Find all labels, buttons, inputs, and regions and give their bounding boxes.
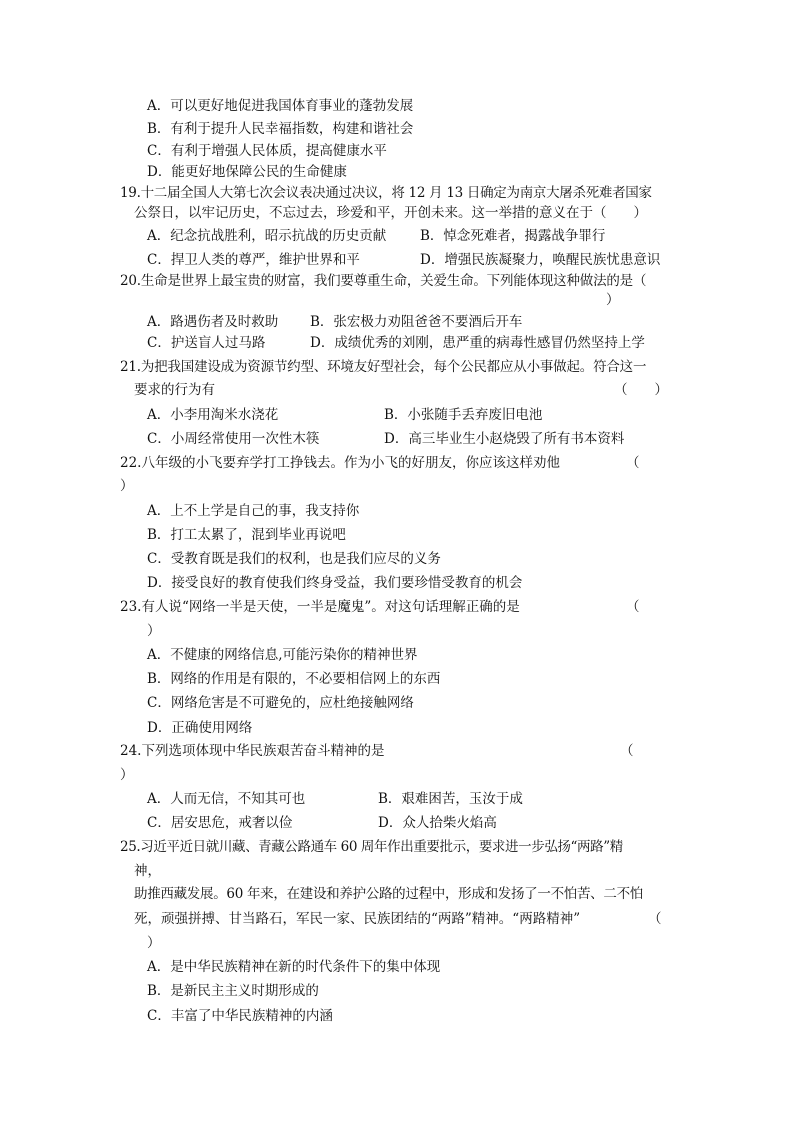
- q25-option-c: C．丰富了中华民族精神的内涵: [147, 1008, 333, 1024]
- q24-option-a: A．人而无信，不知其可也: [147, 791, 306, 807]
- q25-stem-line2: 神，: [134, 863, 161, 879]
- q19-option-b: B．悼念死难者，揭露战争罪行: [420, 228, 606, 244]
- q24-paren-open: （: [620, 743, 634, 759]
- q21-option-c: C．小周经常使用一次性木筷: [147, 431, 320, 447]
- q18-option-a: A．可以更好地促进我国体育事业的蓬勃发展: [147, 98, 414, 114]
- q25-stem-line1: 25.习近平近日就川藏、青藏公路通车 60 周年作出重要批示，要求进一步弘扬“两路”精: [120, 839, 623, 855]
- q24-paren-close: ）: [120, 767, 134, 783]
- q19-option-a: A．纪念抗战胜利，昭示抗战的历史贡献: [147, 228, 387, 244]
- q25-stem-line4: 死，顽强拼搏、甘当路石，军民一家、民族团结的“两路”精神。“两路精神”: [134, 911, 581, 927]
- q18-option-d: D．能更好地保障公民的生命健康: [147, 164, 347, 180]
- q23-option-b: B．网络的作用是有限的，不必要相信网上的东西: [147, 671, 441, 687]
- q24-stem-line1: 24.下列选项体现中华民族艰苦奋斗精神的是: [120, 743, 385, 759]
- q24-option-d: D．众人拾柴火焰高: [378, 815, 497, 831]
- q25-paren-open: （: [648, 911, 662, 927]
- q20-option-a: A．路遇伤者及时救助: [147, 314, 279, 330]
- q19-stem-line2: 公祭日，以牢记历史，不忘过去，珍爱和平，开创未来。这一举措的意义在于（ ）: [134, 205, 647, 221]
- q21-stem-line2: 要求的行为有: [134, 382, 215, 398]
- q22-option-c: C．受教育既是我们的权利，也是我们应尽的义务: [147, 551, 441, 567]
- q22-paren-open: （: [626, 455, 640, 471]
- q18-option-b: B．有利于提升人民幸福指数，构建和谐社会: [147, 121, 414, 137]
- q22-paren-close: ）: [120, 478, 134, 494]
- q23-stem-line1: 23.有人说“网络一半是天使，一半是魔鬼”。对这句话理解正确的是: [120, 599, 520, 615]
- q20-option-d: D．成绩优秀的刘刚，患严重的病毒性感冒仍然坚持上学: [310, 335, 645, 351]
- q18-option-c: C．有利于增强人民体质，提高健康水平: [147, 143, 387, 159]
- q21-option-a: A．小李用淘米水浇花: [147, 407, 279, 423]
- q19-option-c: C．捍卫人类的尊严，维护世界和平: [147, 252, 360, 268]
- q24-option-c: C．居安思危，戒奢以俭: [147, 815, 293, 831]
- q22-stem-line1: 22.八年级的小飞要弃学打工挣钱去。作为小飞的好朋友，你应该这样劝他: [120, 455, 560, 471]
- q22-option-d: D．接受良好的教育使我们终身受益，我们要珍惜受教育的机会: [147, 575, 523, 591]
- q19-stem-line1: 19.十二届全国人大第七次会议表决通过决议，将 12 月 13 日确定为南京大屠杀死难者国家: [120, 185, 652, 201]
- q21-option-b: B．小张随手丢弃废旧电池: [384, 407, 543, 423]
- q25-stem-line3: 助推西藏发展。60 年来，在建设和养护公路的过程中，形成和发扬了一不怕苦、二不怕: [134, 886, 643, 902]
- q23-paren-open: （: [626, 599, 640, 615]
- q25-option-a: A．是中华民族精神在新的时代条件下的集中体现: [147, 959, 441, 975]
- q23-option-d: D．正确使用网络: [147, 720, 253, 736]
- q22-option-b: B．打工太累了，混到毕业再说吧: [147, 527, 346, 543]
- q23-option-c: C．网络危害是不可避免的，应杜绝接触网络: [147, 695, 414, 711]
- q23-option-a: A．不健康的网络信息,可能污染你的精神世界: [147, 647, 418, 663]
- q21-option-d: D．高三毕业生小赵烧毁了所有书本资料: [384, 431, 625, 447]
- q25-paren-close: ）: [147, 935, 161, 951]
- q20-option-b: B．张宏极力劝阻爸爸不要酒后开车: [310, 314, 523, 330]
- q21-stem-line1: 21.为把我国建设成为资源节约型、环境友好型社会，每个公民都应从小事做起。符合这一: [120, 359, 647, 375]
- q24-option-b: B．艰难困苦，玉汝于成: [378, 791, 523, 807]
- q25-option-b: B．是新民主主义时期形成的: [147, 983, 319, 999]
- q20-option-c: C．护送盲人过马路: [147, 335, 266, 351]
- q19-option-d: D．增强民族凝聚力，唤醒民族忧患意识: [420, 252, 661, 268]
- q23-paren-close: ）: [147, 623, 161, 639]
- q20-stem-line2: ）: [606, 292, 620, 308]
- q20-stem-line1: 20.生命是世界上最宝贵的财富，我们要尊重生命，关爱生命。下列能体现这种做法的是（: [120, 273, 647, 289]
- q21-answer-paren: （ ）: [614, 382, 668, 398]
- q22-option-a: A．上不上学是自己的事，我支持你: [147, 503, 360, 519]
